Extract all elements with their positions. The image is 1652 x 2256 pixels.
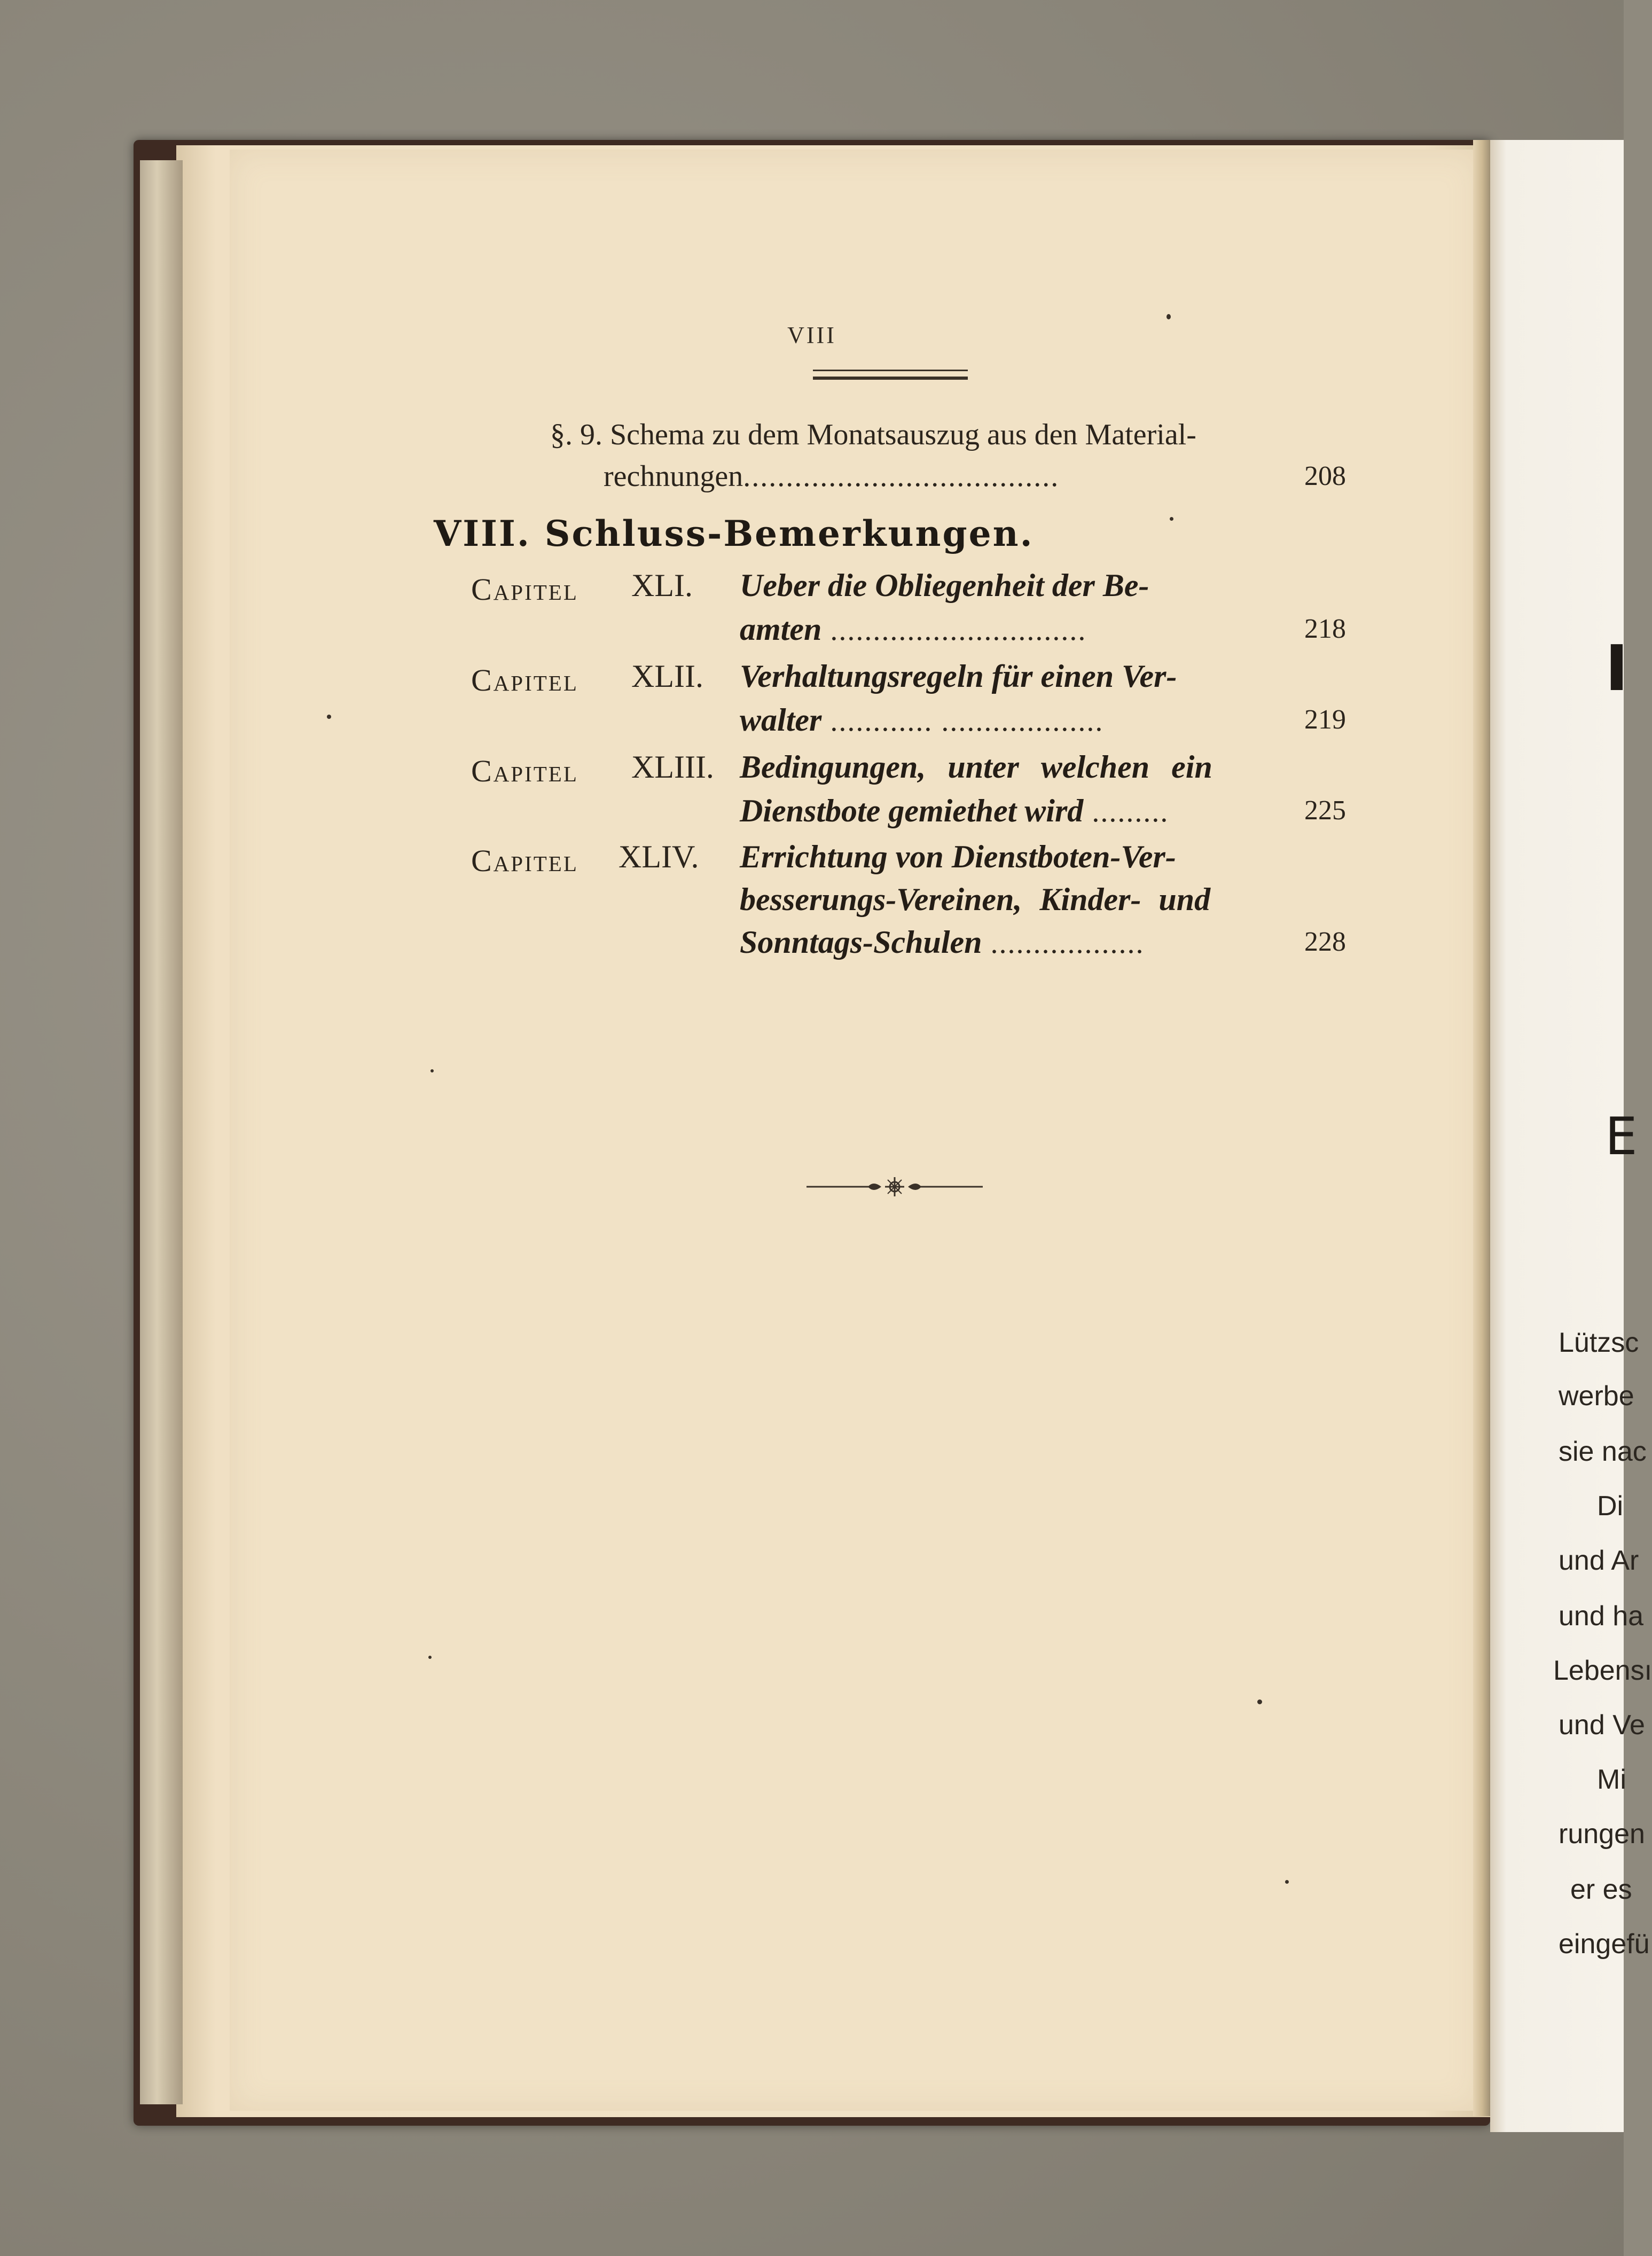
section-entry-line2: rechnungen..................................... [604,460,1060,493]
chapter-title-line1: Bedingungen, unter welchen ein [740,749,1212,785]
chapter-title-line1: Verhaltungsregeln für einen Ver- [740,659,1177,694]
ornament-divider [807,1171,983,1203]
right-page-text: Mi [1597,1764,1626,1795]
right-page-text: rungen [1559,1819,1645,1850]
chapter-title-line2: besserungs-Vereinen, Kinder- und [740,882,1211,917]
right-page-initial: E [1605,1107,1638,1166]
paper-speck [1285,1880,1289,1884]
cover-edge [140,160,183,2104]
page-number: VIII [787,322,836,348]
chapter-number: XLIV. [618,839,699,874]
chapter-title-line1: Errichtung von Dienstboten-Ver- [740,839,1176,874]
chapter-page: 228 [1304,927,1346,957]
right-page-initial: I [1605,631,1628,705]
section-entry-line1: §. 9. Schema zu dem Monatsauszug aus den Material- [550,418,1196,451]
header-rule [813,370,968,380]
right-page-text: und Ar [1559,1545,1639,1576]
right-page-text: Di [1597,1491,1624,1522]
chapter-title-line3: Sonntags-Schulen .................. [740,925,1145,960]
paper-speck [327,715,331,719]
chapter-number: XLI. [631,568,693,603]
chapter-page: 218 [1304,614,1346,644]
paper-speck [428,1656,432,1659]
chapter-page: 219 [1304,704,1346,735]
chapter-label: Capitel [471,663,578,698]
chapter-title-line2: walter ............ ................... [740,702,1104,738]
right-page-text: und Ve [1559,1710,1645,1741]
part-heading: VIII. Schluss-Bemerkungen. [434,513,1034,554]
right-page-text: sie nac [1559,1436,1647,1467]
paper-speck [1257,1699,1262,1704]
right-page-text: er es [1570,1874,1632,1905]
chapter-label: Capitel [471,754,578,788]
paper-speck [1170,517,1173,521]
chapter-label: Capitel [471,843,578,878]
right-page-text: eingefü [1559,1929,1650,1960]
paper-speck [1166,314,1171,319]
right-page-text: werbe [1559,1381,1634,1412]
right-page-text: Lützsc [1559,1327,1639,1358]
chapter-number: XLII. [631,659,703,694]
chapter-title-line2: amten .............................. [740,612,1087,647]
chapter-title-line2: Dienstbote gemiethet wird ......... [740,793,1169,828]
chapter-number: XLIII. [631,749,714,785]
section-entry-title: rechnungen [604,460,743,493]
chapter-label: Capitel [471,572,578,607]
right-page-text: und ha [1559,1601,1644,1632]
chapter-title-line1: Ueber die Obliegenheit der Be- [740,568,1149,603]
paper-speck [430,1069,434,1072]
right-page-fragment [1490,140,1652,2132]
section-entry-page: 208 [1304,461,1346,491]
right-page-text: Lebensı [1553,1655,1652,1686]
chapter-page: 225 [1304,795,1346,826]
